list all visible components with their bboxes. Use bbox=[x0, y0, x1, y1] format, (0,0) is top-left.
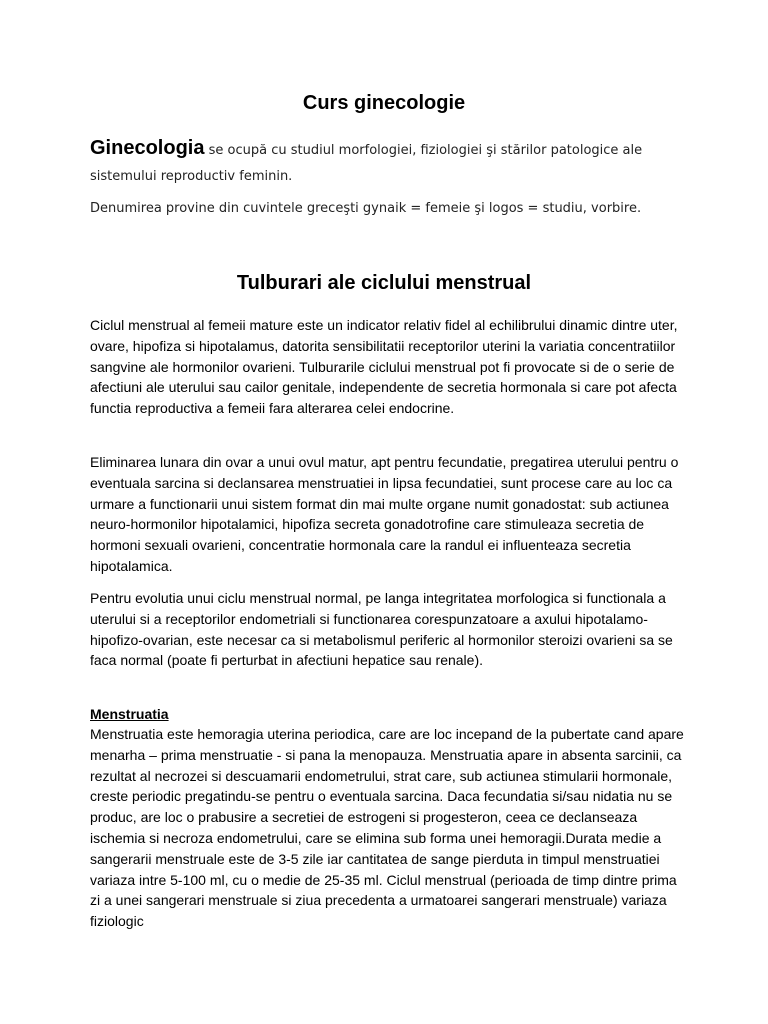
origin-paragraph: Denumirea provine din cuvintele greceşti gynaik = femeie şi logos = studiu, vorbire. bbox=[90, 201, 642, 216]
page-title: Curs ginecologie bbox=[302, 92, 466, 114]
paragraph-normal-cycle: Pentru evolutia unui ciclu menstrual normal, pe langa integritatea morfologica si functionala a uterului si a receptorilor endometriali si functionarea corespunzatoare a axului hipotalamo-hipofizo-ovarian, este necesar ca si metabolismul periferic al hormonilor steroizi ovarieni sa se faca normal (poate fi perturbat in afectiuni hepatice sau renale). bbox=[90, 590, 673, 669]
paragraph-gonadostat: Eliminarea lunara din ovar a unui ovul matur, apt pentru fecundatie, pregatirea uterului pentru o eventuala sarcina si declansarea menstruatiei in lipsa fecundatiei, sunt procese care au loc ca urmare a functionarii unui sistem format din mai multe organe numit gonadostat: sub actiunea neuro-hormonilor hipotalamici, hipofiza secreta gonadotrofine care stimuleaza secretia de hormoni sexuali ovarieni, concentratie hormonala care la randul ei influenteaza secretia hipotalamica. bbox=[90, 454, 679, 574]
intro-paragraph bbox=[90, 136, 680, 189]
intro-lead-term: Ginecologia bbox=[90, 137, 205, 159]
subheading-menstruatia: Menstruatia bbox=[90, 706, 169, 722]
paragraph-cycle-indicator: Ciclul menstrual al femeii mature este un indicator relativ fidel al echilibrului dinamic dintre uter, ovare, hipofiza si hipotalamus, datorita sensibilitatii receptorilor uterini la variatia concentratiilor sangvine ale hormonilor ovarieni. Tulburarile ciclului menstrual pot fi provocate si de o serie de afectiuni ale uterului sau cailor genitale, independente de secretia hormonala si care pot afecta functia reproductiva a femeii fara alterarea celei endocrine. bbox=[90, 317, 678, 417]
section-title: Tulburari ale ciclului menstrual bbox=[236, 272, 532, 294]
paragraph-menstruatia: Menstruatia este hemoragia uterina periodica, care are loc incepand de la pubertate cand apare menarha – prima menstruatie - si pana la menopauza. Menstruatia apare in absenta sarcinii, ca rezultat al necrozei si descuamarii endometrului, strat care, sub actiunea stimularii hormonale, creste periodic pregatindu-se pentru o eventuala sarcina. Daca fecundatia si/sau nidatia nu se produc, are loc o prabusire a secretiei de estrogeni si progesteron, ceea ce declanseaza ischemia si necroza endometrului, care se elimina sub forma unei hemoragii.Durata medie a sangerarii menstruale este de 3-5 zile iar cantitatea de sange pierduta in timpul menstruatiei variaza intre 5-100 ml, cu o medie de 25-35 ml. Ciclul menstrual (perioada de timp dintre prima zi a unei sangerari menstruale si ziua precedenta a urmatoarei sangerari menstruale) variaza fiziologic bbox=[90, 726, 684, 930]
intro-text: se ocupă cu studiul morfologiei, fiziologiei şi stărilor patologice ale sistemului reproductiv feminin. bbox=[90, 143, 643, 184]
